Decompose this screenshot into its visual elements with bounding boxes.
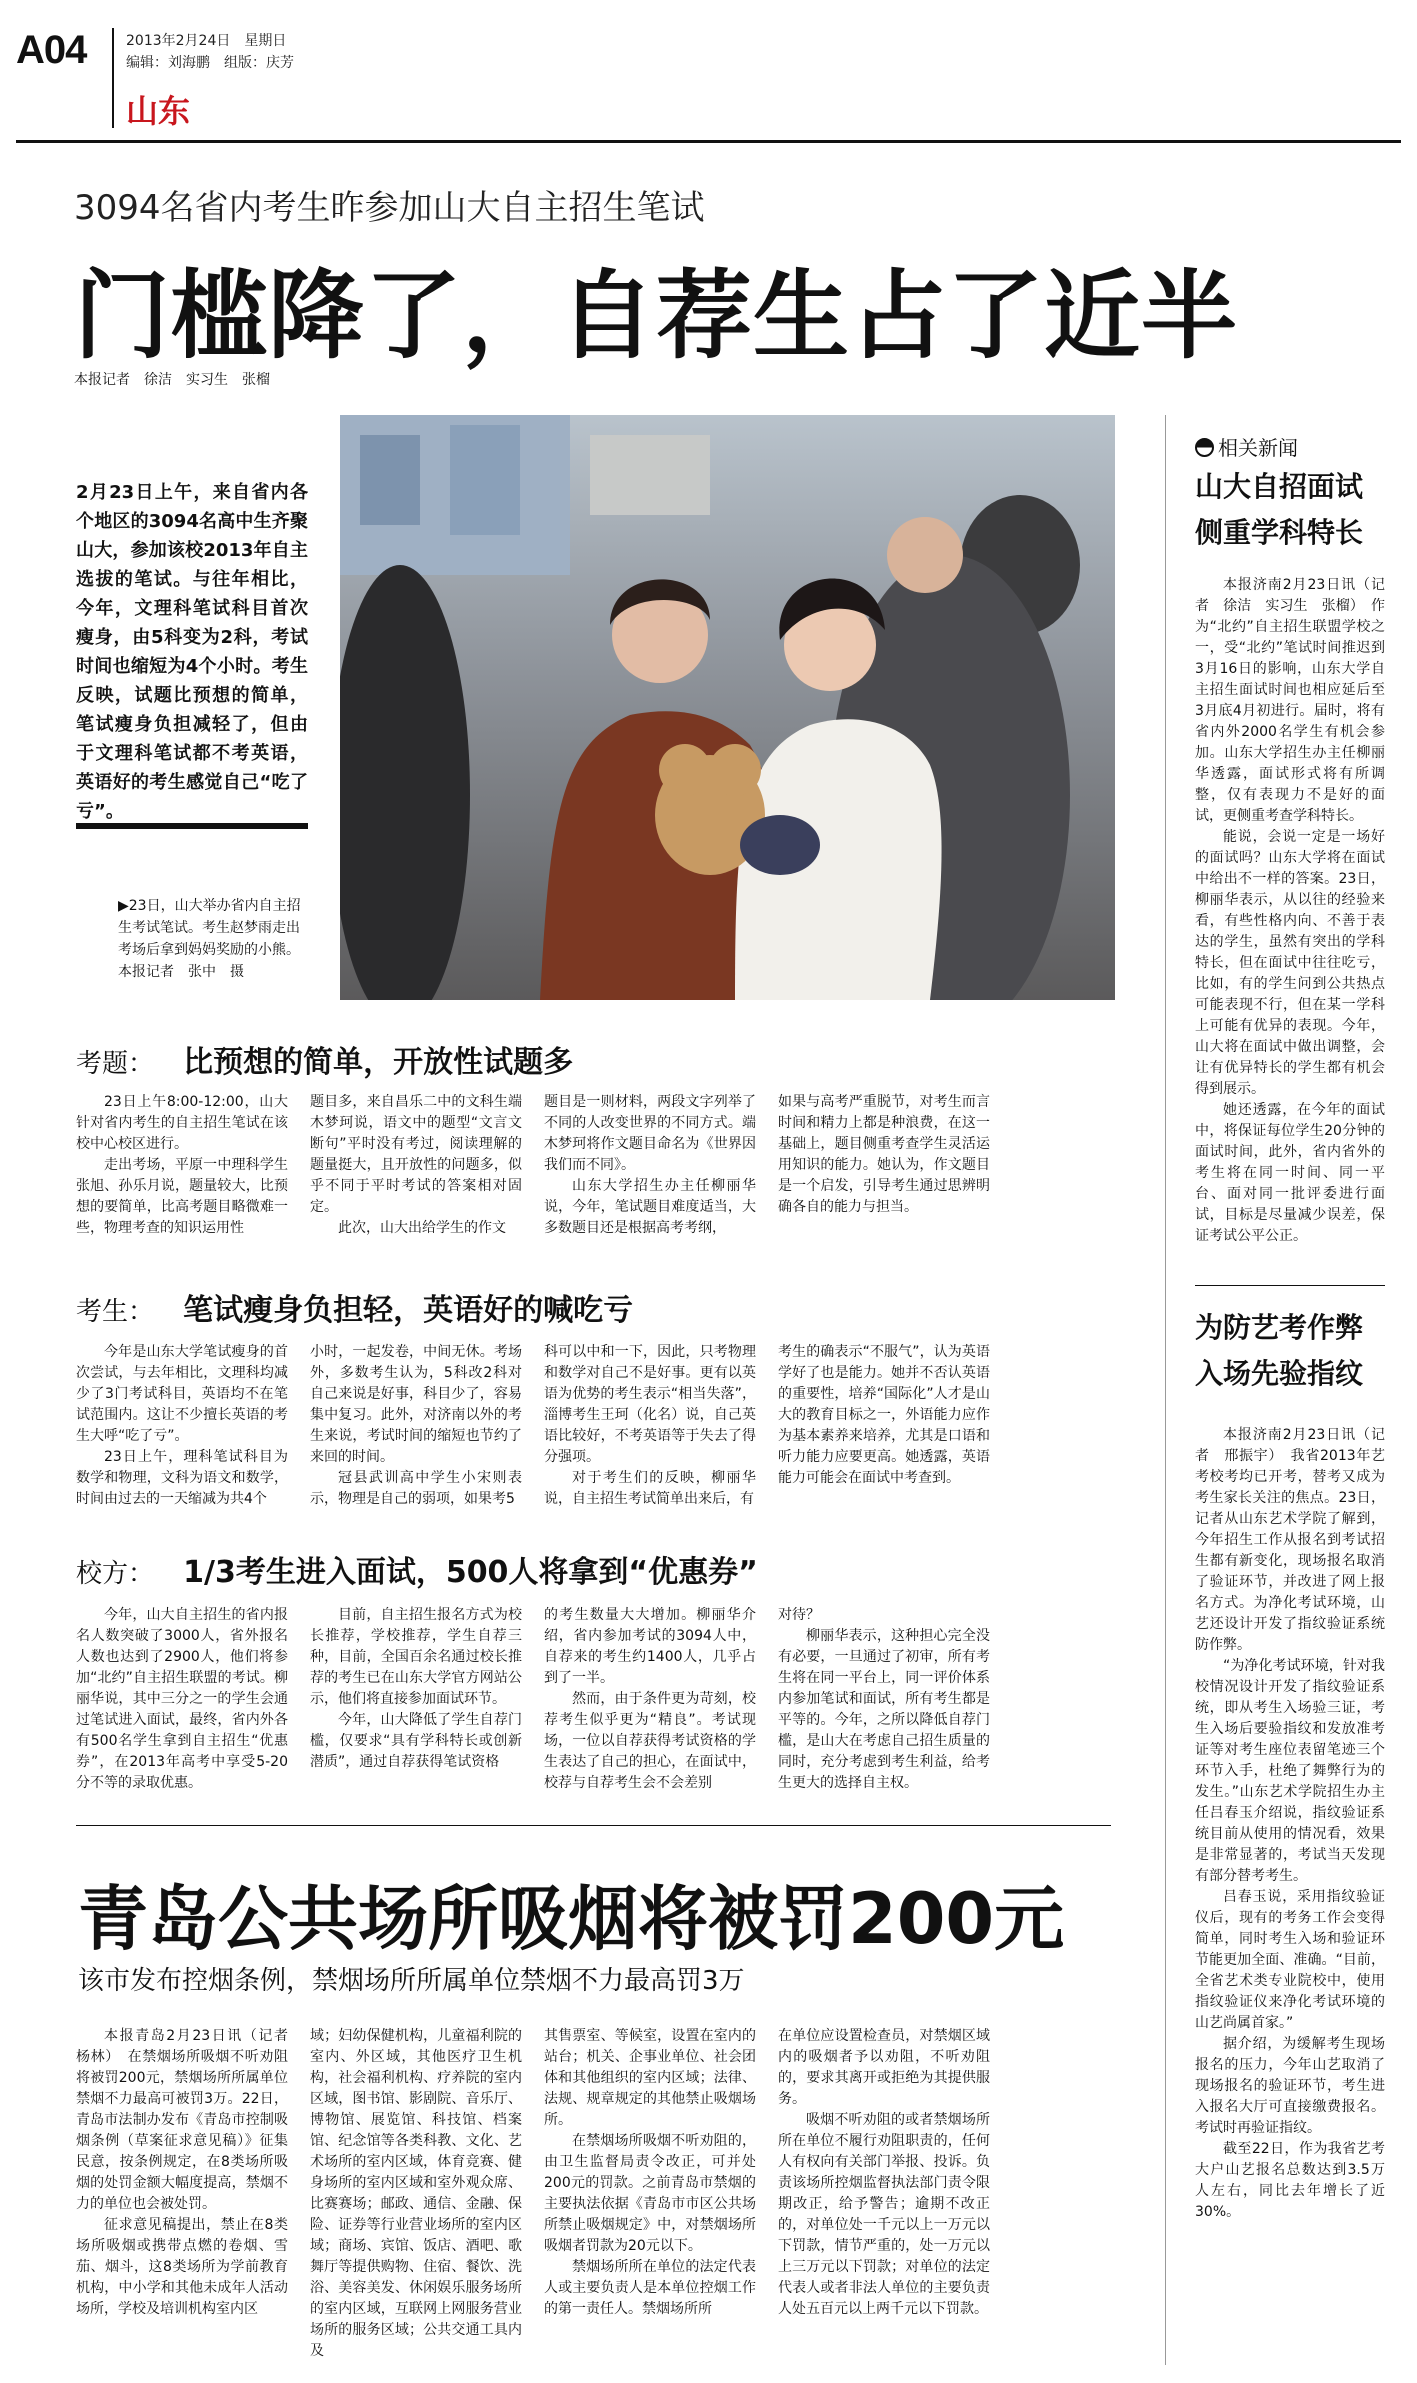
paragraph: 域；妇幼保健机构，儿童福利院的室内、外区域，其他医疗卫生机构，社会福利机构、疗养院的室内区域，图书馆、影剧院、音乐厅、博物馆、展览馆、科技馆、档案馆、纪念馆等各类科教、文化、艺术场所的室内区域，体育竞赛、健身场所的室内区域和室外观众席、比赛赛场；邮政、通信、金融、保险、证券等行业营业场所的室内区域；商场、宾馆、饭店、酒吧、歌舞厅等提供购物、住宿、餐饮、洗浴、美容美发、休闲娱乐服务场所的室内区域，互联网上网服务营业场所的服务区域；公共交通工具内及 — [310, 2028, 522, 2359]
paragraph: 如果与高考严重脱节，对考生而言时间和精力上都是种浪费，在这一基础上，题目侧重考查学生灵活运用知识的能力。她认为，作文题目是一个启发，引导考生通过思辨明确各自的能力与担当。 — [778, 1094, 990, 1215]
paragraph: 在单位应设置检查员，对禁烟区域内的吸烟者予以劝阻，不听劝阻的，要求其离开或拒绝为其提供服务。 — [778, 2028, 990, 2107]
related-news-label: 相关新闻 — [1218, 436, 1298, 460]
sidebar-title-line: 侧重学科特长 — [1195, 516, 1364, 549]
subsection-title: 比预想的简单，开放性试题多 — [183, 1045, 574, 1080]
paragraph: 吕春玉说，采用指纹验证仪后，现有的考务工作会变得简单，同时考生入场和验证环节能更加全面、准确。“目前，全省艺术类专业院校中，使用指纹验证仪来净化考试环境的山艺尚属首家。” — [1195, 1889, 1385, 2031]
header-meta — [126, 30, 294, 74]
subsection-students-body — [76, 1342, 990, 1510]
subsection-label: 校方： — [76, 1559, 155, 1589]
related-news-icon — [1195, 438, 1214, 457]
subsection-students-heading — [76, 1285, 633, 1329]
subsection-label: 考题： — [76, 1049, 155, 1079]
paragraph: 23日上午，理科笔试科目为数学和物理，文科为语文和数学，时间由过去的一天缩减为共4个 — [76, 1449, 288, 1507]
paragraph: 23日上午8:00-12:00，山大针对省内考生的自主招生笔试在该校中心校区进行。 — [76, 1094, 288, 1152]
text-column — [76, 2026, 302, 2362]
text-column — [778, 1342, 990, 1510]
subsection-label: 考生： — [76, 1297, 155, 1327]
paragraph: 的考生数量大大增加。柳丽华介绍，省内参加考试的3094人中，自荐来的考生约1400人，几乎占到了一半。 — [544, 1607, 756, 1686]
subsection-title: 1/3考生进入面试，500人将拿到“优惠券” — [183, 1555, 758, 1590]
text-column — [778, 1092, 990, 1239]
subsection-school-body — [76, 1605, 990, 1794]
paragraph: 本报济南2月23日讯（记者 邢振宇） 我省2013年艺考校考均已开考，替考又成为考生家长关注的焦点。23日，记者从山东艺术学院了解到，今年招生工作从报名到考试招生都有新变化，现场报名取消了验证环节，并改进了网上报名方式。为净化考试环境，山艺还设计开发了指纹验证系统防作弊。 — [1195, 1427, 1385, 1653]
paragraph: 走出考场，平原一中理科学生张旭、孙乐月说，题量较大，比预想的要简单，比高考题目略微难一些，物理考查的知识运用性 — [76, 1157, 288, 1236]
text-column — [544, 1092, 756, 1239]
text-column — [544, 2026, 756, 2362]
paragraph: 截至22日，作为我省艺考大户山艺报名总数达到3.5万人左右，同比去年增长了近30%。 — [1195, 2141, 1385, 2220]
paragraph: 冠县武训高中学生小宋则表示，物理是自己的弱项，如果考5 — [310, 1470, 522, 1507]
paragraph: 吸烟不听劝阻的或者禁烟场所所在单位不履行劝阻职责的，任何人有权向有关部门举报、投诉。负责该场所控烟监督执法部门责令限期改正，给予警告；逾期不改正的，对单位处一千元以上一万元以下罚款，情节严重的，处一万元以上三万元以下罚款；对单位的法定代表人或者非法人单位的主要负责人处五百元以上两千元以下罚款。 — [778, 2112, 990, 2317]
paragraph: 今年是山东大学笔试瘦身的首次尝试，与去年相比，文理科均减少了3门考试科目，英语均不在笔试范围内。这让不少擅长英语的考生大呼“吃了亏”。 — [76, 1344, 288, 1444]
paragraph: 今年，山大自主招生的省内报名人数突破了3000人，省外报名人数也达到了2900人，他们将参加“北约”自主招生联盟的考试。柳丽华说，其中三分之一的学生会通过笔试进入面试，最终，省内外各有500名学生拿到自主招生“优惠券”，在2013年高考中享受5-20分不等的录取优惠。 — [76, 1607, 288, 1791]
story2-headline: 青岛公共场所吸烟将被罚200元 — [78, 1878, 1065, 1960]
paragraph: “为净化考试环境，针对我校情况设计开发了指纹验证系统，即从考生入场验三证，考生入场后要验指纹和发放准考证等对考生座位表留笔迹三个环节入手，杜绝了舞弊行为的发生。”山东艺术学院招生办主任吕春玉介绍说，指纹验证系统目前从使用的情况看，效果是非常显著的，考试当天发现有部分替考考生。 — [1195, 1658, 1385, 1884]
paragraph: 科可以中和一下，因此，只考物理和数学对自己不是好事。更有以英语为优势的考生表示“相当失落”，淄博考生王珂（化名）说，自己英语比较好，不考英语等于失去了得分强项。 — [544, 1344, 756, 1465]
subsection-school-heading — [76, 1547, 758, 1591]
lead-rule — [76, 823, 308, 829]
paragraph: 能说，会说一定是一场好的面试吗？山东大学将在面试中给出不一样的答案。23日，柳丽华表示，从以往的经验来看，有些性格内向、不善于表达的学生，虽然有突出的学科特长，但在面试中往往吃亏，比如，有的学生问到公共热点可能表现不行，但在某一学科上可能有优异的表现。今年，山大将在面试中做出调整，会让有优异特长的学生都有机会得到展示。 — [1195, 829, 1385, 1097]
section-name: 山东 — [126, 92, 191, 130]
story-lead: 2月23日上午，来自省内各个地区的3094名高中生齐聚山大，参加该校2013年自主选拔的笔试。与往年相比，今年，文理科笔试科目首次瘦身，由5科变为2科，考试时间也缩短为4个小时。考生反映，试题比预想的简单，笔试瘦身负担减轻了，但由于文理科笔试都不考英语，英语好的考生感觉自己“吃了亏”。 — [76, 482, 308, 822]
paragraph: 题目是一则材料，两段文字列举了不同的人改变世界的不同方式。端木梦珂将作文题目命名为《世界因我们而不同》。 — [544, 1094, 756, 1173]
page-number: A04 — [16, 28, 87, 72]
subsection-exam-heading — [76, 1037, 573, 1081]
text-column — [778, 1605, 990, 1794]
sidebar-item2-body — [1195, 1425, 1385, 2223]
paragraph: 禁烟场所所在单位的法定代表人或主要负责人是本单位控烟工作的第一责任人。禁烟场所所 — [544, 2259, 756, 2317]
paragraph: 对待？ — [778, 1607, 820, 1623]
paragraph: 今年，山大降低了学生自荐门槛，仅要求“具有学科特长或创新潜质”，通过自荐获得笔试资格 — [310, 1712, 522, 1770]
paragraph: 小时，一起发卷，中间无休。考场外，多数考生认为，5科改2科对自己来说是好事，科目少了，容易集中复习。此外，对济南以外的考生来说，考试时间的缩短也节约了来回的时间。 — [310, 1344, 522, 1465]
paragraph: 柳丽华表示，这种担心完全没有必要，一旦通过了初审，所有考生将在同一平台上，同一评价体系内参加笔试和面试，所有考生都是平等的。今年，之所以降低自荐门槛，是山大在考虑自己招生质量的同时，充分考虑到考生利益，给考生更大的选择自主权。 — [778, 1628, 990, 1791]
sidebar-title-line: 为防艺考作弊 — [1195, 1311, 1364, 1344]
story-divider — [76, 1825, 1111, 1826]
subsection-exam-body — [76, 1092, 990, 1239]
sidebar-title-line: 山大自招面试 — [1195, 470, 1364, 503]
text-column — [778, 2026, 990, 2362]
sidebar-item2-title — [1195, 1305, 1363, 1397]
paragraph: 其售票室、等候室，设置在室内的站台；机关、企事业单位、社会团体和其他组织的室内区域；法律、法规、规章规定的其他禁止吸烟场所。 — [544, 2028, 756, 2128]
sidebar-title-line: 入场先验指纹 — [1195, 1357, 1364, 1390]
photo-caption: ▶23日，山大举办省内自主招生考试笔试。考生赵梦雨走出考场后拿到妈妈奖励的小熊。 本报记者 张中 摄 — [118, 898, 307, 980]
story-headline: 门槛降了，自荐生占了近半 — [74, 260, 1238, 372]
story2-subhead: 该市发布控烟条例，禁烟场所所属单位禁烟不力最高罚3万 — [78, 1966, 745, 1996]
paragraph: 山东大学招生办主任柳丽华说，今年，笔试题目难度适当，大多数题目还是根据高考考纲， — [544, 1178, 756, 1236]
story-byline: 本报记者 徐洁 实习生 张榴 — [74, 372, 270, 388]
photo-illustration — [340, 415, 1115, 1000]
sidebar-item1-title — [1195, 464, 1363, 556]
paragraph: 考生的确表示“不服气”，认为英语学好了也是能力。她并不否认英语的重要性，培养“国际化”人才是山大的教育目标之一，外语能力应作为基本素养来培养，尤其是口语和听力能力应要更高。她透露，英语能力可能会在面试中考查到。 — [778, 1344, 990, 1486]
paragraph: 题目多，来自昌乐二中的文科生端木梦珂说，语文中的题型“文言文断句”平时没有考过，阅读理解的题量挺大，且开放性的问题多，似乎不同于平时考试的答案相对固定。 — [310, 1094, 522, 1215]
text-column — [310, 1605, 522, 1794]
paragraph: 目前，自主招生报名方式为校长推荐，学校推荐，学生自荐三种，目前，全国百余名通过校长推荐的考生已在山东大学官方网站公示，他们将直接参加面试环节。 — [310, 1607, 522, 1707]
text-column — [544, 1342, 756, 1510]
text-column — [76, 1092, 288, 1239]
paragraph: 然而，由于条件更为苛刻，校荐考生似乎更为“精良”。考试现场，一位以自荐获得考试资格的学生表达了自己的担心，在面试中，校荐与自荐考生会不会差别 — [544, 1691, 756, 1791]
related-news-header — [1195, 432, 1298, 461]
text-column — [310, 1342, 522, 1510]
story2-body — [76, 2026, 990, 2362]
paragraph: 本报青岛2月23日讯（记者 杨林） 在禁烟场所吸烟不听劝阻将被罚200元，禁烟场所所属单位禁烟不力最高可被罚3万。22日，青岛市法制办发布《青岛市控制吸烟条例（草案征求意见稿）》征集民意，按条例规定，在8类场所吸烟的处罚金额大幅度提高，禁烟不力的单位也会被处罚。 — [76, 2028, 302, 2212]
paragraph: 对于考生们的反映，柳丽华说，自主招生考试简单出来后，有 — [544, 1470, 756, 1507]
sidebar-item1-body — [1195, 575, 1385, 1247]
paragraph: 本报济南2月23日讯（记者 徐洁 实习生 张榴） 作为“北约”自主招生联盟学校之一，受“北约”笔试时间推迟到3月16日的影响，山东大学自主招生面试时间也相应延后至3月底4月初进行。届时，将有省内外2000名学生有机会参加。山东大学招生办主任柳丽华透露，面试形式将有所调整，仅有表现力不是好的面试，更侧重考查学科特长。 — [1195, 577, 1385, 824]
text-column — [310, 1092, 522, 1239]
header-divider — [112, 28, 114, 128]
subsection-title: 笔试瘦身负担轻，英语好的喊吃亏 — [183, 1293, 634, 1328]
text-column — [76, 1605, 288, 1794]
news-photo — [340, 415, 1115, 1000]
paragraph: 在禁烟场所吸烟不听劝阻的，由卫生监督局责令改正，可并处200元的罚款。之前青岛市禁烟的主要执法依据《青岛市市区公共场所禁止吸烟规定》中，对禁烟场所吸烟者罚款为20元以下。 — [544, 2133, 756, 2254]
text-column — [310, 2026, 522, 2362]
editor-line: 编辑：刘海鹏 组版：庆芳 — [126, 55, 294, 71]
date-line: 2013年2月24日 星期日 — [126, 33, 287, 49]
header-rule — [16, 140, 1401, 143]
text-column — [544, 1605, 756, 1794]
story-kicker: 3094名省内考生昨参加山大自主招生笔试 — [74, 188, 705, 228]
paragraph: 征求意见稿提出，禁止在8类场所吸烟或携带点燃的卷烟、雪茄、烟斗，这8类场所为学前教育机构，中小学和其他未成年人活动场所，学校及培训机构室内区 — [76, 2217, 288, 2317]
paragraph: 此次，山大出给学生的作文 — [338, 1220, 506, 1236]
paragraph: 她还透露，在今年的面试中，将保证每位学生20分钟的面试时间，此外，省内省外的考生将在同一时间、同一平台、面对同一批评委进行面试，目标是尽量减少误差，保证考试公平公正。 — [1195, 1102, 1385, 1244]
paragraph: 据介绍，为缓解考生现场报名的压力，今年山艺取消了现场报名的验证环节，考生进入报名大厅可直接缴费报名。考试时再验证指纹。 — [1195, 2036, 1385, 2136]
sidebar-divider — [1165, 415, 1166, 2365]
text-column — [76, 1342, 288, 1510]
sidebar-rule — [1195, 1285, 1385, 1286]
